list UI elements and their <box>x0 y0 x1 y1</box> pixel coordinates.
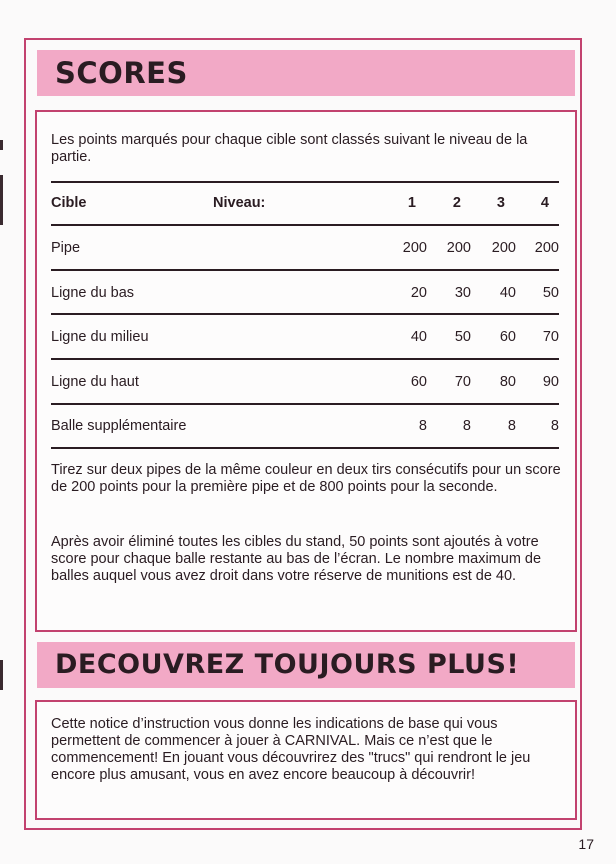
table-header-level-1: 1 <box>407 195 416 211</box>
scores-banner <box>37 50 575 96</box>
table-row-label: Ligne du milieu <box>51 329 149 345</box>
table-cell: 8 <box>462 418 471 434</box>
table-cell: 40 <box>499 285 516 301</box>
table-cell: 8 <box>418 418 427 434</box>
table-cell: 8 <box>550 418 559 434</box>
scores-intro: Les points marqués pour chaque cible sont classés suivant le niveau de la partie. <box>51 132 528 165</box>
table-cell: 200 <box>402 240 427 256</box>
table-cell: 20 <box>410 285 427 301</box>
margin-mark <box>0 140 3 150</box>
table-cell: 8 <box>507 418 516 434</box>
discover-title: DECOUVREZ TOUJOURS PLUS! <box>55 649 520 680</box>
table-cell: 30 <box>454 285 471 301</box>
scores-title: SCORES <box>55 56 188 90</box>
table-cell: 60 <box>499 329 516 345</box>
table-rule-bottom <box>51 447 559 449</box>
table-cell: 200 <box>534 240 559 256</box>
table-row-label: Ligne du bas <box>51 285 135 301</box>
scores-paragraph-1: Tirez sur deux pipes de la même couleur en deux tirs consécutifs pour un score de 200 points pour la première pipe et de 800 points pour la seconde. <box>51 462 561 495</box>
table-rule <box>51 269 559 271</box>
table-cell: 90 <box>542 374 559 390</box>
table-rule <box>51 403 559 405</box>
discover-text: Cette notice d’instruction vous donne les indications de base qui vous permettent de commencer à jouer à CARNIVAL. Mais ce n’est que le commencement! En jouant vous découvrirez des "trucs" qui rendront le jeu encore plus amusant, vous en avez encore beaucoup à découvrir! <box>51 716 531 783</box>
table-header-niveau: Niveau: <box>213 195 266 211</box>
table-row-label: Pipe <box>51 240 81 256</box>
table-rule <box>51 313 559 315</box>
table-cell: 70 <box>542 329 559 345</box>
table-cell: 200 <box>491 240 516 256</box>
scores-paragraph-2: Après avoir éliminé toutes les cibles du stand, 50 points sont ajoutés à votre score pour chaque balle restante au bas de l’écran. Le nombre maximum de balles auquel vous avez droit dans votre réserve de munitions est de 40. <box>51 534 542 584</box>
table-rule <box>51 358 559 360</box>
table-cell: 50 <box>542 285 559 301</box>
page-number: 17 <box>578 836 594 852</box>
table-header-level-3: 3 <box>496 195 505 211</box>
table-cell: 60 <box>410 374 427 390</box>
margin-mark <box>0 660 3 690</box>
table-row-label: Balle supplémentaire <box>51 418 187 434</box>
table-rule <box>51 224 559 226</box>
table-header-cible: Cible <box>51 195 87 211</box>
table-row-label: Ligne du haut <box>51 374 139 390</box>
discover-banner <box>37 642 575 688</box>
table-cell: 50 <box>454 329 471 345</box>
table-cell: 80 <box>499 374 516 390</box>
table-cell: 70 <box>454 374 471 390</box>
table-header-level-4: 4 <box>540 195 549 211</box>
table-rule-top <box>51 181 559 183</box>
table-header-level-2: 2 <box>452 195 461 211</box>
table-cell: 200 <box>446 240 471 256</box>
table-cell: 40 <box>410 329 427 345</box>
margin-mark <box>0 175 3 225</box>
